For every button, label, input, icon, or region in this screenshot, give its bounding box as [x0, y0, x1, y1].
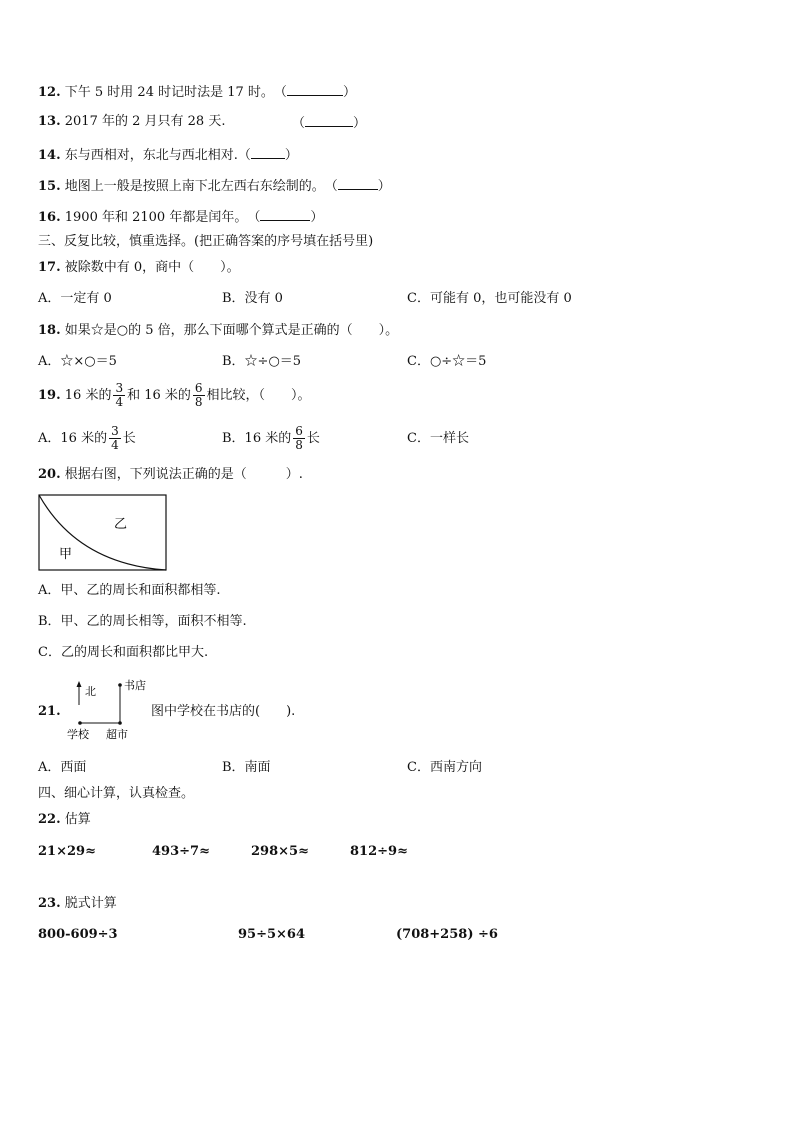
question-number: 13. [38, 114, 61, 129]
question-20 [38, 466, 303, 484]
label-market: 超市 [106, 728, 128, 741]
question-text: 如果☆是○的 5 倍，那么下面哪个算式是正确的（ ）。 [64, 323, 399, 338]
answer-blank[interactable] [260, 207, 310, 221]
question-15: 15. 地图上一般是按照上南下北左西右东绘制的。（ ） [38, 176, 391, 196]
question-number: 18. [38, 323, 61, 338]
option-c[interactable]: C．西南方向 [407, 760, 482, 775]
question-21-text: 图中学校在书店的( ). [151, 704, 296, 719]
question-number: 23. [38, 896, 61, 911]
option-c[interactable]: C．可能有 0，也可能没有 0 [407, 291, 572, 306]
option-b[interactable]: B．没有 0 [222, 291, 283, 306]
option-a[interactable]: A．甲、乙的周长和面积都相等. [38, 583, 221, 598]
label-school: 学校 [67, 728, 89, 741]
question-text: 1900 年和 2100 年都是闰年。 [64, 210, 248, 225]
question-text: 根据右图，下列说法正确的是（ ）. [64, 467, 303, 482]
question-number: 14. [38, 148, 61, 163]
answer-blank[interactable] [287, 82, 343, 96]
fraction-3-4: $\frac{3}{4}$ [115, 381, 124, 409]
calc-expression: 95÷5×64 [238, 927, 306, 942]
question-number: 22. [38, 812, 61, 827]
answer-blank[interactable] [251, 145, 285, 159]
question-text: 2017 年的 2 月只有 28 天. [64, 114, 226, 129]
question-21-number: 21. [38, 704, 61, 719]
section-3-heading: 三、反复比较，慎重选择。(把正确答案的序号填在括号里) [38, 234, 374, 249]
direction-map-figure [62, 677, 158, 743]
fraction-6-8: $\frac{6}{8}$ [194, 381, 203, 409]
label-yi: 乙 [114, 517, 128, 532]
estimate-expression: 298×5≈ [251, 844, 309, 859]
question-number: 16. [38, 210, 61, 225]
label-jia: 甲 [59, 547, 73, 562]
option-a[interactable]: A．16 米的 $\frac{3}{4}$ 长 [38, 424, 136, 452]
option-a[interactable]: A．西面 [38, 760, 87, 775]
question-13-answer: （ ） [292, 113, 366, 133]
option-c[interactable]: C．○÷☆＝5 [407, 354, 487, 369]
label-bookstore: 书店 [124, 679, 146, 692]
question-text: 下午 5 时用 24 时记时法是 17 时。 [64, 85, 274, 100]
option-b[interactable]: B．☆÷○＝5 [222, 354, 302, 369]
option-c[interactable]: C．一样长 [407, 431, 469, 446]
answer-blank[interactable] [305, 113, 353, 127]
question-text: 东与西相对，东北与西北相对. [64, 148, 238, 163]
question-19: 19. 16 米的 $\frac{3}{4}$ 和 16 米的 $\frac{6}{8}$ 相比较，（ ）。 [38, 381, 311, 409]
option-c[interactable]: C．乙的周长和面积都比甲大. [38, 645, 209, 660]
question-17 [38, 259, 240, 277]
option-a[interactable]: A．一定有 0 [38, 291, 112, 306]
question-number: 19. [38, 388, 61, 403]
north-arrow-icon [77, 681, 82, 687]
option-a[interactable]: A．☆×○＝5 [38, 354, 117, 369]
question-18 [38, 322, 398, 340]
question-12: 12. 下午 5 时用 24 时记时法是 17 时。（ ） [38, 82, 356, 102]
question-number: 15. [38, 179, 61, 194]
question-text: 地图上一般是按照上南下北左西右东绘制的。 [64, 179, 325, 194]
question-text: 被除数中有 0，商中（ ）。 [64, 260, 240, 275]
label-north: 北 [85, 685, 96, 698]
question-number: 17. [38, 260, 61, 275]
option-b[interactable]: B．甲、乙的周长相等，面积不相等. [38, 614, 247, 629]
estimate-expression: 812÷9≈ [350, 844, 408, 859]
option-b[interactable]: B．16 米的 $\frac{6}{8}$ 长 [222, 424, 320, 452]
question-22 [38, 811, 91, 829]
question-23 [38, 895, 117, 913]
question-16: 16. 1900 年和 2100 年都是闰年。（ ） [38, 207, 323, 227]
calc-expression: 800-609÷3 [38, 927, 118, 942]
estimate-expression: 21×29≈ [38, 844, 96, 859]
question-13 [38, 113, 225, 131]
calc-expression: (708+258) ÷6 [396, 927, 498, 942]
question-number: 20. [38, 467, 61, 482]
fraction-3-4: $\frac{3}{4}$ [111, 424, 119, 452]
fraction-6-8: $\frac{6}{8}$ [295, 424, 303, 452]
question-title: 估算 [64, 812, 91, 827]
answer-blank[interactable] [338, 176, 378, 190]
question-number: 12. [38, 85, 61, 100]
question-14: 14. 东与西相对，东北与西北相对.（ ） [38, 145, 298, 165]
section-4-heading: 四、细心计算，认真检查。 [38, 786, 195, 801]
rectangle-curve-figure [38, 494, 168, 572]
option-b[interactable]: B．南面 [222, 760, 271, 775]
question-title: 脱式计算 [64, 896, 117, 911]
estimate-expression: 493÷7≈ [152, 844, 210, 859]
